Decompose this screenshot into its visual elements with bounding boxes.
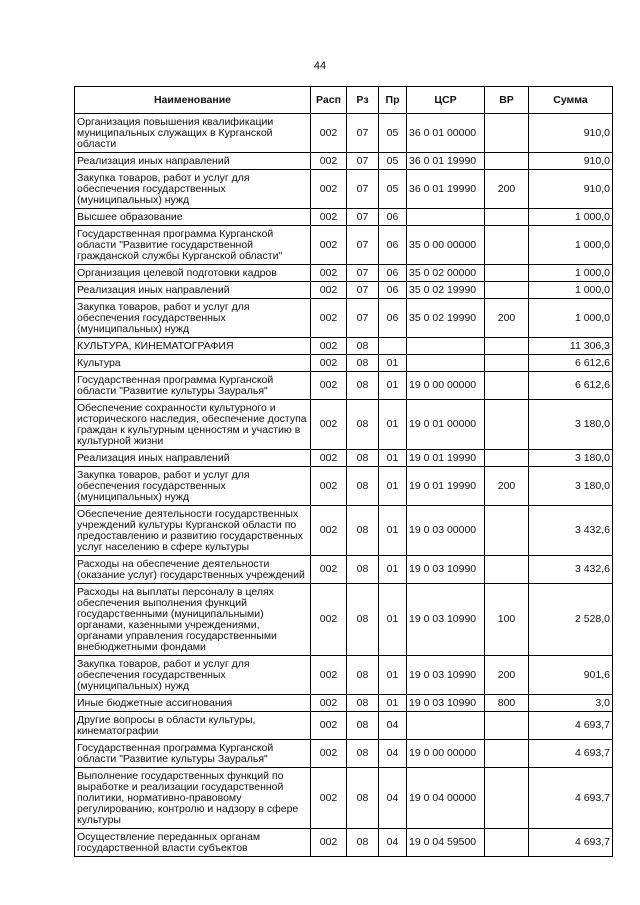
row-pr: 04 xyxy=(379,740,407,768)
header-sum: Сумма xyxy=(529,87,613,114)
row-rz: 08 xyxy=(347,556,379,584)
row-rasp: 002 xyxy=(311,768,347,829)
table-row xyxy=(75,355,613,372)
row-csr: 19 0 01 19990 xyxy=(407,467,485,506)
header-rasp: Расп xyxy=(311,87,347,114)
row-vr xyxy=(485,372,529,400)
row-csr: 19 0 03 10990 xyxy=(407,556,485,584)
row-rz: 08 xyxy=(347,450,379,467)
row-rasp: 002 xyxy=(311,299,347,338)
row-rz: 07 xyxy=(347,265,379,282)
table-row xyxy=(75,299,613,338)
row-name: Обеспечение сохранности культурного и исторического наследия, обеспечение доступа граждан к культурным ценностям и участию в культурной жизни xyxy=(75,400,311,450)
table-row xyxy=(75,695,613,712)
row-vr: 200 xyxy=(485,467,529,506)
row-sum: 11 306,3 xyxy=(529,338,613,355)
row-pr xyxy=(379,338,407,355)
row-name: Обеспечение деятельности государственных учреждений культуры Курганской области по предоставлению и развитию государственных услуг населению в сфере культуры xyxy=(75,506,311,556)
row-sum: 1 000,0 xyxy=(529,265,613,282)
row-name: Высшее образование xyxy=(75,209,311,226)
row-rasp: 002 xyxy=(311,584,347,656)
row-csr xyxy=(407,338,485,355)
row-csr: 19 0 03 00000 xyxy=(407,506,485,556)
table-row xyxy=(75,282,613,299)
row-vr xyxy=(485,768,529,829)
row-pr: 04 xyxy=(379,768,407,829)
row-name: Осуществление переданных органам государственной власти субъектов xyxy=(75,829,311,857)
row-pr: 06 xyxy=(379,265,407,282)
row-rz: 08 xyxy=(347,829,379,857)
table-row xyxy=(75,170,613,209)
row-sum: 4 693,7 xyxy=(529,712,613,740)
row-name: Закупка товаров, работ и услуг для обеспечения государственных (муниципальных) нужд xyxy=(75,656,311,695)
row-rasp: 002 xyxy=(311,829,347,857)
row-csr: 35 0 02 19990 xyxy=(407,282,485,299)
row-rasp: 002 xyxy=(311,209,347,226)
row-rz: 07 xyxy=(347,114,379,153)
row-name: Реализация иных направлений xyxy=(75,450,311,467)
table-row xyxy=(75,712,613,740)
row-vr xyxy=(485,338,529,355)
row-name: Закупка товаров, работ и услуг для обеспечения государственных (муниципальных) нужд xyxy=(75,467,311,506)
row-vr xyxy=(485,450,529,467)
table-row xyxy=(75,740,613,768)
row-name: Организация повышения квалификации муниципальных служащих в Курганской области xyxy=(75,114,311,153)
row-pr: 06 xyxy=(379,209,407,226)
row-sum: 910,0 xyxy=(529,114,613,153)
header-vr: ВР xyxy=(485,87,529,114)
row-rasp: 002 xyxy=(311,450,347,467)
row-csr: 35 0 00 00000 xyxy=(407,226,485,265)
row-name: Закупка товаров, работ и услуг для обеспечения государственных (муниципальных) нужд xyxy=(75,170,311,209)
row-csr xyxy=(407,712,485,740)
table-row xyxy=(75,338,613,355)
row-name: КУЛЬТУРА, КИНЕМАТОГРАФИЯ xyxy=(75,338,311,355)
row-vr xyxy=(485,153,529,170)
row-sum: 4 693,7 xyxy=(529,768,613,829)
row-rz: 08 xyxy=(347,372,379,400)
row-pr: 04 xyxy=(379,829,407,857)
table-row xyxy=(75,226,613,265)
row-rz: 08 xyxy=(347,656,379,695)
table-row xyxy=(75,400,613,450)
row-pr: 01 xyxy=(379,695,407,712)
table-row xyxy=(75,265,613,282)
row-csr: 36 0 01 19990 xyxy=(407,170,485,209)
table-row xyxy=(75,768,613,829)
row-csr: 36 0 01 19990 xyxy=(407,153,485,170)
row-vr xyxy=(485,226,529,265)
row-rz: 08 xyxy=(347,712,379,740)
row-rasp: 002 xyxy=(311,740,347,768)
row-rasp: 002 xyxy=(311,372,347,400)
table-row xyxy=(75,556,613,584)
row-pr: 05 xyxy=(379,153,407,170)
row-rasp: 002 xyxy=(311,265,347,282)
row-vr xyxy=(485,400,529,450)
row-rz: 08 xyxy=(347,768,379,829)
header-csr: ЦСР xyxy=(407,87,485,114)
row-rz: 08 xyxy=(347,400,379,450)
row-rasp: 002 xyxy=(311,506,347,556)
row-rasp: 002 xyxy=(311,153,347,170)
table-row xyxy=(75,209,613,226)
row-rz: 07 xyxy=(347,299,379,338)
row-rz: 08 xyxy=(347,467,379,506)
row-pr: 06 xyxy=(379,282,407,299)
row-name: Государственная программа Курганской области "Развитие культуры Зауралья" xyxy=(75,740,311,768)
row-rz: 08 xyxy=(347,506,379,556)
row-csr: 19 0 00 00000 xyxy=(407,740,485,768)
row-vr: 200 xyxy=(485,170,529,209)
table-row xyxy=(75,153,613,170)
row-rz: 07 xyxy=(347,153,379,170)
row-name: Расходы на выплаты персоналу в целях обеспечения выполнения функций государственными (муниципальными) органами, казенными учреждениями, органами управления государственными внебюджетными фондами xyxy=(75,584,311,656)
row-rasp: 002 xyxy=(311,114,347,153)
row-sum: 910,0 xyxy=(529,170,613,209)
row-pr: 01 xyxy=(379,506,407,556)
row-vr: 200 xyxy=(485,656,529,695)
row-pr: 01 xyxy=(379,467,407,506)
row-pr: 01 xyxy=(379,372,407,400)
budget-table xyxy=(74,86,613,857)
table-row xyxy=(75,829,613,857)
row-rz: 08 xyxy=(347,584,379,656)
row-sum: 910,0 xyxy=(529,153,613,170)
table-row xyxy=(75,584,613,656)
row-rz: 08 xyxy=(347,695,379,712)
row-pr: 05 xyxy=(379,114,407,153)
row-name: Расходы на обеспечение деятельности (оказание услуг) государственных учреждений xyxy=(75,556,311,584)
row-vr: 200 xyxy=(485,299,529,338)
row-sum: 2 528,0 xyxy=(529,584,613,656)
row-pr: 01 xyxy=(379,584,407,656)
row-pr: 01 xyxy=(379,355,407,372)
row-pr: 04 xyxy=(379,712,407,740)
row-vr xyxy=(485,209,529,226)
row-pr: 06 xyxy=(379,299,407,338)
row-vr xyxy=(485,712,529,740)
row-rz: 08 xyxy=(347,338,379,355)
row-name: Реализация иных направлений xyxy=(75,153,311,170)
table-header-row xyxy=(75,87,613,114)
row-rz: 07 xyxy=(347,170,379,209)
header-pr: Пр xyxy=(379,87,407,114)
row-vr xyxy=(485,740,529,768)
row-csr: 19 0 04 59500 xyxy=(407,829,485,857)
row-rz: 07 xyxy=(347,282,379,299)
row-rasp: 002 xyxy=(311,400,347,450)
row-vr: 100 xyxy=(485,584,529,656)
row-name: Государственная программа Курганской области "Развитие культуры Зауралья" xyxy=(75,372,311,400)
row-sum: 1 000,0 xyxy=(529,226,613,265)
row-rasp: 002 xyxy=(311,338,347,355)
row-pr: 01 xyxy=(379,656,407,695)
row-vr: 800 xyxy=(485,695,529,712)
row-csr: 19 0 01 00000 xyxy=(407,400,485,450)
row-pr: 01 xyxy=(379,400,407,450)
row-name: Организация целевой подготовки кадров xyxy=(75,265,311,282)
page-number: 44 xyxy=(313,60,327,72)
row-sum: 4 693,7 xyxy=(529,740,613,768)
row-name: Выполнение государственных функций по выработке и реализации государственной политики, нормативно-правовому регулированию, контролю и надзору в сфере культуры xyxy=(75,768,311,829)
row-csr: 19 0 03 10990 xyxy=(407,695,485,712)
row-sum: 1 000,0 xyxy=(529,299,613,338)
row-rz: 07 xyxy=(347,209,379,226)
row-vr xyxy=(485,265,529,282)
row-rasp: 002 xyxy=(311,656,347,695)
row-csr: 19 0 04 00000 xyxy=(407,768,485,829)
row-rasp: 002 xyxy=(311,712,347,740)
table-row xyxy=(75,656,613,695)
row-name: Закупка товаров, работ и услуг для обеспечения государственных (муниципальных) нужд xyxy=(75,299,311,338)
row-rz: 08 xyxy=(347,740,379,768)
row-name: Культура xyxy=(75,355,311,372)
table-row xyxy=(75,450,613,467)
row-rz: 07 xyxy=(347,226,379,265)
row-csr: 19 0 03 10990 xyxy=(407,584,485,656)
row-sum: 1 000,0 xyxy=(529,209,613,226)
header-name: Наименование xyxy=(75,87,311,114)
row-csr: 19 0 01 19990 xyxy=(407,450,485,467)
row-vr xyxy=(485,282,529,299)
row-rasp: 002 xyxy=(311,282,347,299)
row-pr: 01 xyxy=(379,450,407,467)
row-rasp: 002 xyxy=(311,467,347,506)
row-rasp: 002 xyxy=(311,170,347,209)
row-sum: 3 180,0 xyxy=(529,450,613,467)
row-name: Реализация иных направлений xyxy=(75,282,311,299)
row-vr xyxy=(485,355,529,372)
row-rasp: 002 xyxy=(311,226,347,265)
row-csr: 36 0 01 00000 xyxy=(407,114,485,153)
row-csr xyxy=(407,355,485,372)
row-rasp: 002 xyxy=(311,695,347,712)
row-sum: 3 180,0 xyxy=(529,467,613,506)
row-vr xyxy=(485,829,529,857)
row-sum: 6 612,6 xyxy=(529,372,613,400)
row-vr xyxy=(485,556,529,584)
row-csr xyxy=(407,209,485,226)
table-row xyxy=(75,467,613,506)
row-sum: 901,6 xyxy=(529,656,613,695)
row-csr: 19 0 00 00000 xyxy=(407,372,485,400)
row-rasp: 002 xyxy=(311,556,347,584)
row-sum: 3 432,6 xyxy=(529,556,613,584)
row-csr: 19 0 03 10990 xyxy=(407,656,485,695)
table-row xyxy=(75,372,613,400)
row-rasp: 002 xyxy=(311,355,347,372)
row-name: Иные бюджетные ассигнования xyxy=(75,695,311,712)
row-pr: 01 xyxy=(379,556,407,584)
row-pr: 05 xyxy=(379,170,407,209)
row-vr xyxy=(485,506,529,556)
row-csr: 35 0 02 19990 xyxy=(407,299,485,338)
row-rz: 08 xyxy=(347,355,379,372)
row-name: Другие вопросы в области культуры, кинематографии xyxy=(75,712,311,740)
row-sum: 4 693,7 xyxy=(529,829,613,857)
row-sum: 6 612,6 xyxy=(529,355,613,372)
table-row xyxy=(75,114,613,153)
row-sum: 3,0 xyxy=(529,695,613,712)
row-vr xyxy=(485,114,529,153)
row-pr: 06 xyxy=(379,226,407,265)
row-name: Государственная программа Курганской области "Развитие государственной гражданской службы Курганской области" xyxy=(75,226,311,265)
header-rz: Рз xyxy=(347,87,379,114)
row-sum: 3 432,6 xyxy=(529,506,613,556)
row-sum: 1 000,0 xyxy=(529,282,613,299)
row-sum: 3 180,0 xyxy=(529,400,613,450)
table-row xyxy=(75,506,613,556)
row-csr: 35 0 02 00000 xyxy=(407,265,485,282)
